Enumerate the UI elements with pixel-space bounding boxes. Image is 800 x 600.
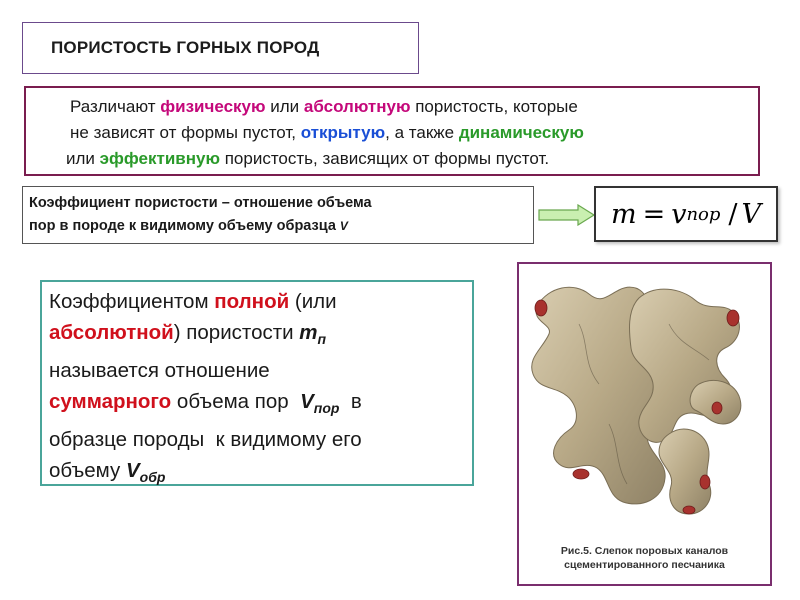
- main-line-1: [49, 286, 466, 317]
- main-text: Коэффициентом: [49, 290, 215, 313]
- keyword-physical: физическую: [160, 97, 266, 116]
- pore-cast-image: [519, 264, 770, 539]
- caption-line-1: Рис.5. Слепок поровых каналов: [560, 545, 729, 557]
- main-line-2: [49, 317, 466, 355]
- intro-line-2: [70, 120, 748, 146]
- main-text: (или: [289, 290, 337, 313]
- title-box: [22, 22, 419, 74]
- figure-caption: [519, 544, 770, 572]
- definition-symbol: V: [339, 219, 348, 233]
- symbol-m: m: [299, 321, 318, 344]
- intro-text: Различают: [70, 97, 161, 116]
- keyword-effective: эффективную: [99, 149, 220, 168]
- formula-equals: =: [642, 198, 666, 230]
- intro-box: [24, 86, 760, 176]
- intro-line-1: [70, 94, 748, 120]
- formula-sub: пор: [686, 203, 721, 225]
- symbol-v-por: V: [300, 390, 314, 413]
- main-text: в: [339, 390, 362, 413]
- symbol-m-sub: п: [317, 331, 327, 347]
- right-arrow-icon: [538, 204, 596, 226]
- definition-line-1: Коэффициент пористости – отношение объема: [29, 195, 372, 211]
- symbol-v-por-sub: пор: [313, 400, 340, 416]
- main-line-5: образце породы к видимому его: [49, 428, 362, 451]
- symbol-v-obr-sub: обр: [139, 469, 166, 485]
- keyword-absolute-red: абсолютной: [49, 321, 174, 344]
- symbol-v-obr: V: [125, 459, 140, 482]
- keyword-full: полной: [214, 290, 290, 313]
- intro-text: не зависят от формы пустот,: [70, 123, 301, 142]
- intro-line-3: [66, 146, 748, 172]
- definition-box: [22, 186, 534, 244]
- formula-rhs: V: [741, 198, 762, 230]
- keyword-dynamic: динамическую: [458, 123, 584, 142]
- intro-text: или: [265, 97, 304, 116]
- main-line-4: [49, 386, 466, 424]
- page-title: ПОРИСТОСТЬ ГОРНЫХ ПОРОД: [51, 38, 320, 57]
- formula-box: [594, 186, 778, 242]
- intro-text: пористость, зависящих от формы пустот.: [220, 149, 550, 168]
- formula-v: v: [671, 198, 687, 230]
- definition-text: пор в породе к видимому объему образца: [29, 218, 336, 234]
- keyword-total: суммарного: [49, 390, 172, 413]
- intro-text: или: [66, 149, 100, 168]
- main-definition-box: [40, 280, 474, 486]
- main-text: объему: [49, 459, 126, 482]
- definition-line-2: [29, 215, 525, 238]
- caption-line-2: сцементированного песчаника: [564, 559, 725, 571]
- formula-slash: /: [728, 198, 738, 230]
- main-line-3: называется отношение: [49, 359, 270, 382]
- figure-box: [517, 262, 772, 586]
- keyword-open: открытую: [300, 123, 386, 142]
- intro-text: пористость, которые: [410, 97, 578, 116]
- main-line-6: [49, 455, 466, 493]
- intro-text: , а также: [385, 123, 459, 142]
- main-text: ) пористости: [173, 321, 300, 344]
- formula-lhs: m: [610, 198, 637, 230]
- keyword-absolute: абсолютную: [303, 97, 411, 116]
- main-text: объема пор: [171, 390, 301, 413]
